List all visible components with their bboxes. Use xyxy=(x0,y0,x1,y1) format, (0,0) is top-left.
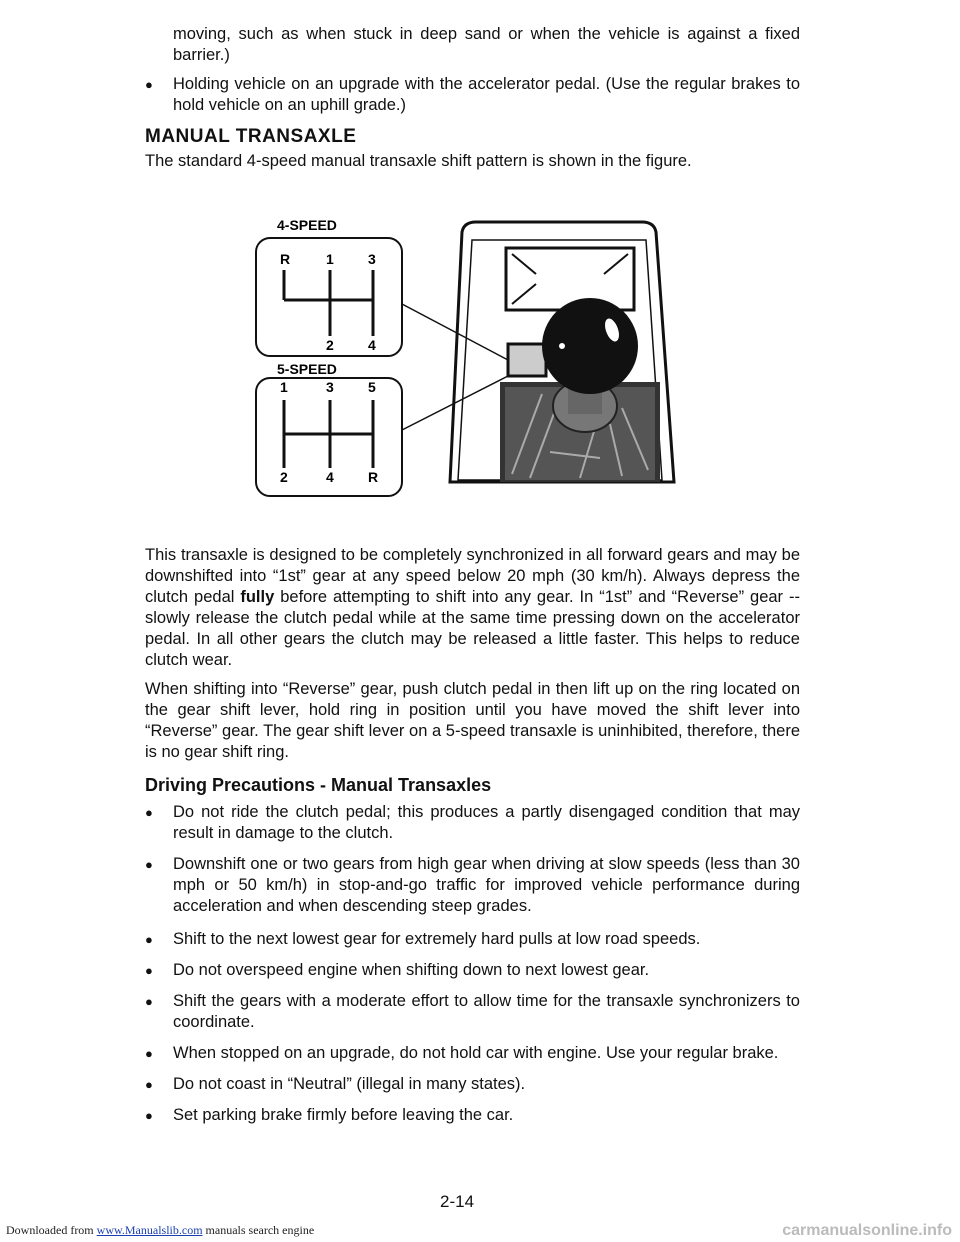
gear-3-label: 3 xyxy=(368,251,376,267)
precaution-text: When stopped on an upgrade, do not hold car with engine. Use your regular brake. xyxy=(173,1044,779,1062)
precaution-text: Shift the gears with a moderate effort to allow time for the transaxle synchronizers to coordinate. xyxy=(173,992,800,1031)
gear5-5-label: 5 xyxy=(368,379,376,395)
gear5-r-label: R xyxy=(368,469,379,485)
synchro-paragraph xyxy=(145,545,800,763)
precaution-item xyxy=(145,960,800,981)
manual-heading: MANUAL TRANSAXLE xyxy=(145,126,357,147)
bullet-icon: ● xyxy=(145,932,153,947)
reverse-paragraph: When shifting into “Reverse” gear, push clutch pedal in then lift up on the ring located on the gear shift lever, hold ring in position until you have moved the shift lever into “Reverse” gear. The gear shift lever on a 5-speed transaxle is uninhibited, therefore, there is no gear shift ring. xyxy=(145,680,800,761)
precaution-item xyxy=(145,802,800,844)
download-footer: Downloaded from www.Manualslib.com manuals search engine xyxy=(6,1223,315,1237)
precautions-heading: Driving Precautions - Manual Transaxles xyxy=(145,775,492,795)
precaution-item xyxy=(145,929,800,950)
gear-2-label: 2 xyxy=(326,337,334,353)
bullet-icon: ● xyxy=(145,1108,153,1123)
gear5-2-label: 2 xyxy=(280,469,288,485)
manual-intro: The standard 4-speed manual transaxle shift pattern is shown in the figure. xyxy=(145,152,692,170)
page-number: 2-14 xyxy=(440,1192,475,1211)
bullet-icon: ● xyxy=(145,1077,153,1092)
watermark: carmanualsonline.info xyxy=(782,1222,952,1239)
intro-bullet: ● Holding vehicle on an upgrade with the accelerator pedal. (Use the regular brakes to hold vehicle on an uphill grade.) xyxy=(145,75,800,114)
bullet-icon: ● xyxy=(145,1046,153,1061)
gear-r-label: R xyxy=(280,251,291,267)
precaution-item xyxy=(145,1074,800,1095)
precaution-text: Downshift one or two gears from high gear when driving at slow speeds (less than 30 mph or 50 km/h) in stop-and-go traffic for improved vehicle performance during acceleration and when descending steep grades. xyxy=(173,855,800,915)
five-speed-pattern xyxy=(284,400,373,468)
bullet-icon: ● xyxy=(145,857,153,872)
gear-4-label: 4 xyxy=(368,337,376,353)
shift-console-illustration xyxy=(450,222,674,482)
para1-text-b: before attempting to shift into any gear. In “1st” and “Reverse” gear -- slowly release the clutch pedal while at the same time pressing down on the accelerator pedal. In all other gears the clutch may be released a little faster. This helps to reduce clutch wear. xyxy=(145,588,800,669)
precaution-text: Shift to the next lowest gear for extremely hard pulls at low road speeds. xyxy=(173,930,701,948)
precaution-text: Do not overspeed engine when shifting down to next lowest gear. xyxy=(173,961,650,979)
gear5-1-label: 1 xyxy=(280,379,288,395)
bullet-icon: ● xyxy=(145,994,153,1009)
gear5-3-label: 3 xyxy=(326,379,334,395)
five-speed-label: 5-SPEED xyxy=(277,361,337,377)
precautions-section xyxy=(145,775,800,1126)
gear5-4-label: 4 xyxy=(326,469,334,485)
para1-text-a: This transaxle is designed to be completely synchronized in all forward gears and may be downshifted into “1st” gear at any speed below 20 mph (30 km/h). Always depress the clutch pedal xyxy=(145,546,800,606)
precaution-text: Do not ride the clutch pedal; this produces a partly disengaged condition that may result in damage to the clutch. xyxy=(173,803,800,842)
manualslib-link[interactable]: www.Manualslib.com xyxy=(96,1223,203,1237)
gear-1-label: 1 xyxy=(326,251,334,267)
four-speed-pattern xyxy=(284,270,373,336)
precaution-text: Set parking brake firmly before leaving the car. xyxy=(173,1106,514,1124)
precautions-list xyxy=(145,802,800,1126)
intro-continuation: moving, such as when stuck in deep sand or when the vehicle is against a fixed barrier.) xyxy=(173,25,800,64)
para1-bold: fully xyxy=(240,588,275,606)
intro-section xyxy=(145,24,800,116)
precaution-item xyxy=(145,854,800,917)
bullet-icon: ● xyxy=(145,77,153,92)
precaution-item xyxy=(145,1105,800,1126)
manual-section xyxy=(145,126,800,172)
bullet-icon: ● xyxy=(145,963,153,978)
precaution-item xyxy=(145,1043,800,1064)
precaution-text: Do not coast in “Neutral” (illegal in many states). xyxy=(173,1075,526,1093)
bullet-icon: ● xyxy=(145,805,153,820)
shift-pattern-figure xyxy=(250,212,690,510)
precaution-item xyxy=(145,991,800,1033)
four-speed-label: 4-SPEED xyxy=(277,217,337,233)
